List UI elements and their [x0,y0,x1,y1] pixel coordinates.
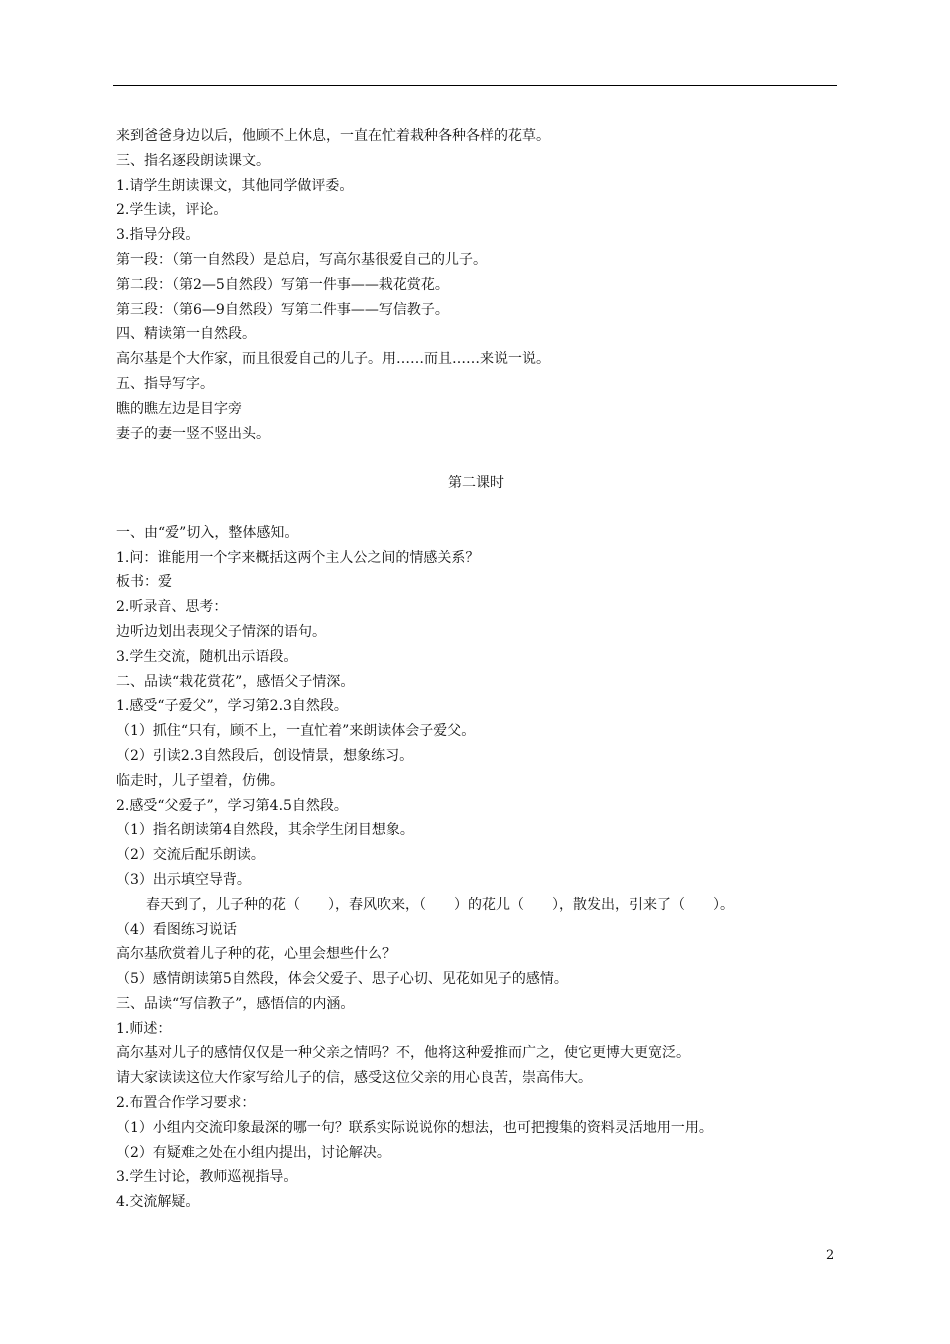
text-line: （5）感情朗读第5自然段，体会父爱子、思子心切、见花如见子的感情。 [116,971,568,988]
text-line: （1）抓住“只有，顾不上，一直忙着”来朗读体会子爱父。 [116,723,476,740]
text-line: （2）交流后配乐朗读。 [116,847,265,864]
text-line: （2）引读2.3自然段后，创设情景，想象练习。 [116,747,414,764]
text-line: 三、指名逐段朗读课文。 [116,152,270,169]
text-line: （2）有疑难之处在小组内提出，讨论解决。 [116,1144,391,1161]
text-line: 第三段：（第6—9自然段）写第二件事——写信教子。 [116,301,449,318]
section-title: 第二课时 [448,475,504,492]
text-line: 高尔基欣赏着儿子种的花，心里会想些什么？ [116,946,396,963]
text-line: 边听边划出表现父子情深的语句。 [116,623,326,640]
text-line: 2.布置合作学习要求： [116,1095,256,1112]
text-line: （4）看图练习说话 [116,921,237,938]
text-line: 三、品读“写信教子”，感悟信的内涵。 [116,995,355,1012]
text-line: 四、精读第一自然段。 [116,326,256,343]
text-line: 3.指导分段。 [116,227,200,244]
page-number: 2 [826,1248,835,1263]
text-line: 来到爸爸身边以后，他顾不上休息，一直在忙着栽种各种各样的花草。 [116,128,550,144]
text-line: 瞧的瞧左边是目字旁 [116,400,242,417]
text-line: （3）出示填空导背。 [116,871,251,888]
document-body [116,124,846,1215]
text-line: 1.师述： [116,1020,172,1037]
text-line: 高尔基对儿子的感情仅仅是一种父亲之情吗？不，他将这种爱推而广之，使它更博大更宽泛。 [116,1045,690,1062]
text-line: 板书：爱 [116,574,172,591]
text-line: 五、指导写字。 [116,375,214,392]
text-line: 第一段：（第一自然段）是总启，写高尔基很爱自己的儿子。 [116,251,487,268]
text-line: （1）指名朗读第4自然段，其余学生闭目想象。 [116,822,414,839]
text-line: 一、由“爱”切入，整体感知。 [116,524,299,541]
text-line: 4.交流解疑。 [116,1194,200,1211]
text-line: 1.问：谁能用一个字来概括这两个主人公之间的情感关系？ [116,549,480,566]
text-line: 1.感受“子爱父”，学习第2.3自然段。 [116,698,348,715]
header-rule [113,85,837,86]
text-line: 2.学生读，评论。 [116,202,228,219]
text-line: 春天到了，儿子种的花（ ），春风吹来，（ ）的花儿（ ），散发出，引来了（ ）。 [146,896,734,913]
text-line: 3.学生交流，随机出示语段。 [116,648,298,665]
text-line: 临走时，儿子望着，仿佛。 [116,772,284,789]
text-line: 请大家读读这位大作家写给儿子的信，感受这位父亲的用心良苦，崇高伟大。 [116,1070,592,1087]
text-line: 高尔基是个大作家，而且很爱自己的儿子。用……而且……来说一说。 [116,351,550,368]
lesson-one-continued [116,124,846,446]
text-line: 2.感受“父爱子”，学习第4.5自然段。 [116,797,348,814]
text-line: 2.听录音、思考： [116,599,228,616]
text-line: 3.学生讨论，教师巡视指导。 [116,1169,298,1186]
lesson-two [116,521,846,1215]
text-line: （1）小组内交流印象最深的哪一句？联系实际说说你的想法，也可把搜集的资料灵活地用一用。 [116,1119,713,1136]
text-line: 二、品读“栽花赏花”，感悟父子情深。 [116,673,355,690]
text-line: 妻子的妻一竖不竖出头。 [116,425,270,442]
text-line: 1.请学生朗读课文，其他同学做评委。 [116,177,354,194]
text-line: 第二段：（第2—5自然段）写第一件事——栽花赏花。 [116,276,449,293]
